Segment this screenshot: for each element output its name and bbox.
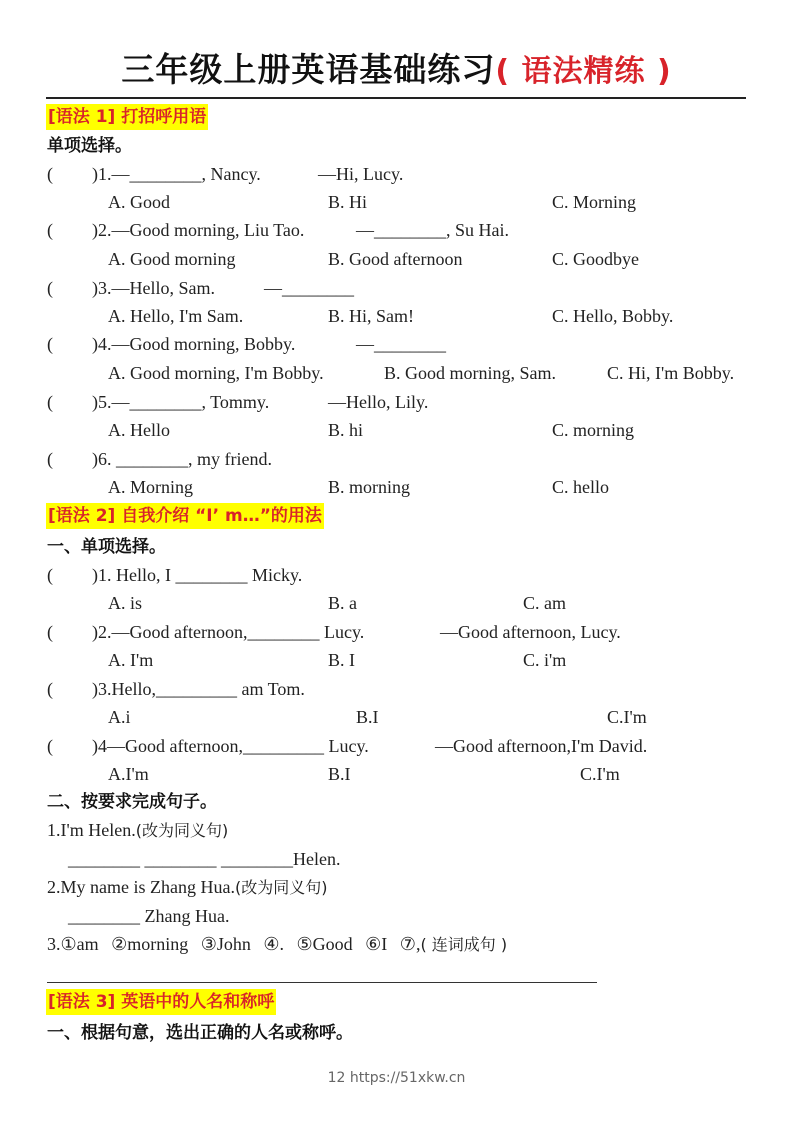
q2-2-option-c: C. i'm bbox=[523, 650, 567, 670]
answer-paren: ( bbox=[47, 164, 53, 184]
q1-4-reply: —________ bbox=[356, 334, 446, 354]
q1-3-option-c: C. Hello, Bobby. bbox=[552, 306, 674, 326]
answer-paren: ( bbox=[47, 220, 53, 240]
answer-paren: ( bbox=[47, 449, 53, 469]
s2-sentence-2 bbox=[47, 875, 327, 900]
q1-1-stem: )1.—________, Nancy. bbox=[92, 164, 261, 184]
answer-paren: ( bbox=[47, 278, 53, 298]
q1-2-stem: )2.—Good morning, Liu Tao. bbox=[92, 220, 305, 240]
q1-1-option-a: A. Good bbox=[108, 192, 170, 212]
q1-5-reply: —Hello, Lily. bbox=[328, 392, 429, 412]
q1-1-option-c: C. Morning bbox=[552, 192, 637, 212]
q1-3-option-a: A. Hello, I'm Sam. bbox=[108, 306, 244, 326]
q1-6-option-c: C. hello bbox=[552, 477, 609, 497]
page-title bbox=[0, 48, 793, 94]
q1-2-reply: —________, Su Hai. bbox=[356, 220, 509, 240]
s2-sentence-2-text: 2.My name is Zhang Hua. bbox=[47, 877, 235, 897]
q1-5-stem: )5.—________, Tommy. bbox=[92, 392, 270, 412]
s2-sentence-1-blank: ________ ________ ________Helen. bbox=[68, 849, 341, 869]
answer-line bbox=[47, 982, 597, 983]
title-underline bbox=[46, 97, 746, 99]
q1-3-stem: )3.—Hello, Sam. bbox=[92, 278, 215, 298]
s2-sentence-3-words: 3.①am ②morning ③John ④. ⑤Good ⑥I ⑦, bbox=[47, 934, 421, 954]
q1-6-option-a: A. Morning bbox=[108, 477, 193, 497]
q1-2-option-a: A. Good morning bbox=[108, 249, 236, 269]
s2-sentence-1-note: (改为同义句) bbox=[135, 821, 229, 840]
q1-2-option-b: B. Good afternoon bbox=[328, 249, 463, 269]
q2-3-option-c: C.I'm bbox=[607, 707, 647, 727]
answer-paren: ( bbox=[47, 736, 53, 756]
q1-1-reply: —Hi, Lucy. bbox=[318, 164, 404, 184]
q2-3-stem: )3.Hello,_________ am Tom. bbox=[92, 679, 305, 699]
q1-5-option-b: B. hi bbox=[328, 420, 364, 440]
section1-heading: [语法 1] 打招呼用语 bbox=[46, 104, 208, 130]
q2-1-option-c: C. am bbox=[523, 593, 566, 613]
q2-4-option-c: C.I'm bbox=[580, 764, 620, 784]
section2-heading: [语法 2] 自我介绍 “I’ m…”的用法 bbox=[46, 503, 324, 529]
section2-part1-instruction: 一、单项选择。 bbox=[47, 537, 166, 557]
q1-6-option-b: B. morning bbox=[328, 477, 411, 497]
q2-3-option-a: A.i bbox=[108, 707, 131, 727]
section2-part2-instruction: 二、按要求完成句子。 bbox=[47, 792, 217, 812]
q1-4-stem: )4.—Good morning, Bobby. bbox=[92, 334, 296, 354]
answer-paren: ( bbox=[47, 334, 53, 354]
q2-2-reply: —Good afternoon, Lucy. bbox=[440, 622, 621, 642]
q1-5-option-c: C. morning bbox=[552, 420, 635, 440]
s2-sentence-2-blank: ________ Zhang Hua. bbox=[68, 906, 230, 926]
q1-3-option-b: B. Hi, Sam! bbox=[328, 306, 415, 326]
q1-4-option-a: A. Good morning, I'm Bobby. bbox=[108, 363, 324, 383]
answer-paren: ( bbox=[47, 622, 53, 642]
q1-3-reply: —________ bbox=[264, 278, 354, 298]
q1-6-stem: )6. ________, my friend. bbox=[92, 449, 272, 469]
title-sub: ( 语法精练 ) bbox=[495, 54, 672, 89]
q1-2-option-c: C. Goodbye bbox=[552, 249, 639, 269]
q2-1-option-b: B. a bbox=[328, 593, 357, 613]
q2-4-option-b: B.I bbox=[328, 764, 351, 784]
s2-sentence-3-note: ( 连词成句 ) bbox=[420, 935, 508, 954]
q2-4-stem: )4—Good afternoon,_________ Lucy. bbox=[92, 736, 369, 756]
q1-5-option-a: A. Hello bbox=[108, 420, 170, 440]
q2-1-option-a: A. is bbox=[108, 593, 143, 613]
q1-1-option-b: B. Hi bbox=[328, 192, 368, 212]
s2-sentence-3 bbox=[47, 932, 507, 957]
q1-4-option-b: B. Good morning, Sam. bbox=[384, 363, 557, 383]
answer-paren: ( bbox=[47, 565, 53, 585]
q2-2-option-a: A. I'm bbox=[108, 650, 154, 670]
q2-4-reply: —Good afternoon,I'm David. bbox=[435, 736, 648, 756]
answer-paren: ( bbox=[47, 392, 53, 412]
q1-4-option-c: C. Hi, I'm Bobby. bbox=[607, 363, 735, 383]
q2-3-option-b: B.I bbox=[356, 707, 379, 727]
s2-sentence-1-text: 1.I'm Helen. bbox=[47, 820, 136, 840]
q2-2-option-b: B. I bbox=[328, 650, 355, 670]
section1-instruction: 单项选择。 bbox=[47, 136, 132, 156]
q2-2-stem: )2.—Good afternoon,________ Lucy. bbox=[92, 622, 365, 642]
q2-4-option-a: A.I'm bbox=[108, 764, 149, 784]
s2-sentence-2-note: (改为同义句) bbox=[234, 878, 328, 897]
section3-heading: [语法 3] 英语中的人名和称呼 bbox=[46, 989, 276, 1015]
q2-1-stem: )1. Hello, I ________ Micky. bbox=[92, 565, 303, 585]
title-main: 三年级上册英语基础练习 bbox=[121, 50, 496, 89]
section3-part1-instruction: 一、根据句意，选出正确的人名或称呼。 bbox=[47, 1023, 353, 1043]
answer-paren: ( bbox=[47, 679, 53, 699]
s2-sentence-1 bbox=[47, 818, 228, 843]
page-footer: 12 https://51xkw.cn bbox=[327, 1070, 466, 1086]
